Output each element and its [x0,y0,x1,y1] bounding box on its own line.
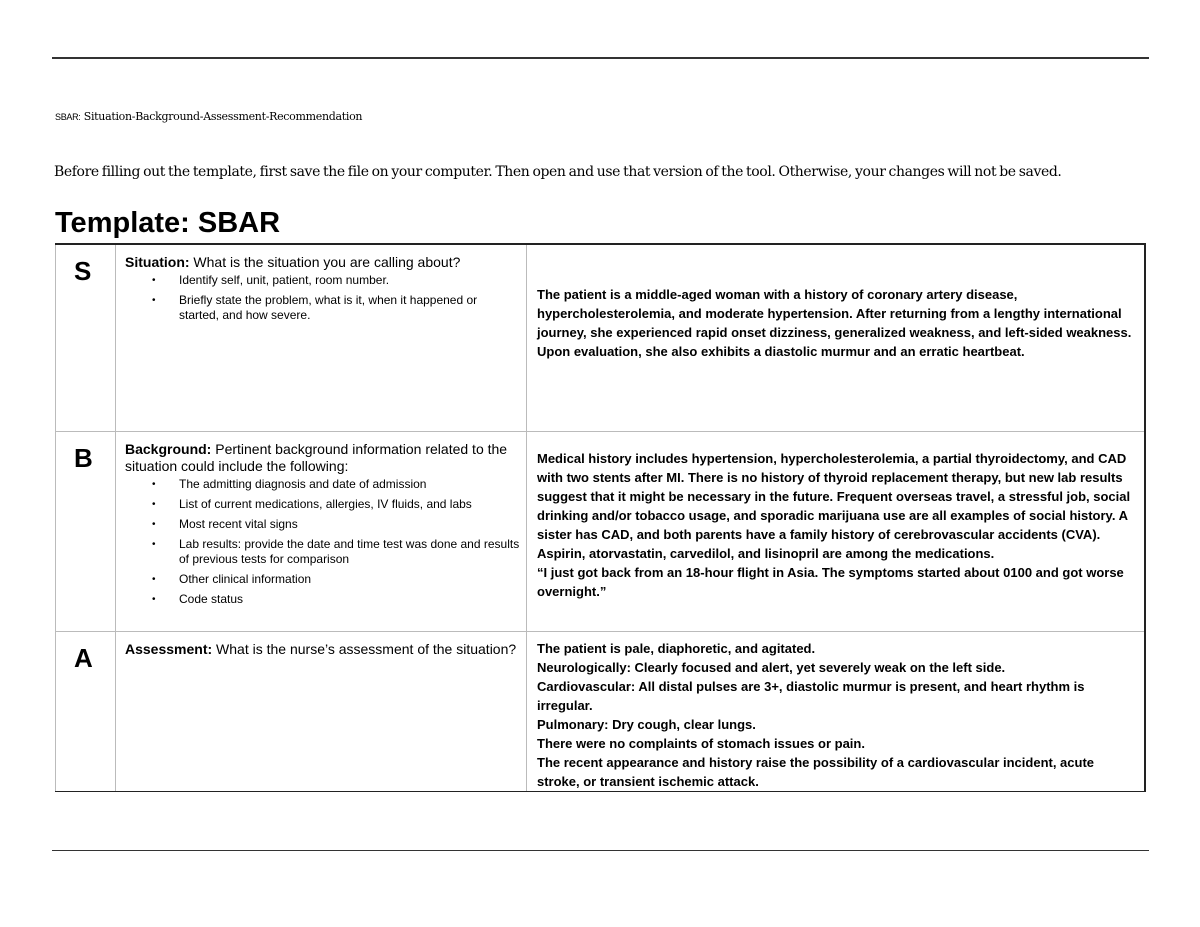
response-cell[interactable] [527,631,1146,791]
prompt [116,245,526,323]
prompt-label: Situation: [125,254,190,270]
response-paragraph: The patient is a middle-aged woman with a history of coronary artery disease, hypercholesterolemia, and moderate hypertension. After returning from a lengthy international journey, she experienced rapid onset dizziness, generalized weakness, and left-sided weakness. Upon evaluation, she also exhibits a diastolic murmur and an erratic heartbeat. [537,287,1132,359]
bottom-rule [52,850,1149,851]
response-paragraph: The recent appearance and history raise the possibility of a cardiovascular incident, acute stroke, or transient ischemic attack. [537,754,1095,789]
top-rule [52,57,1149,59]
prompt-bullet: • Most recent vital signs [179,517,520,532]
prompt [116,432,526,607]
sbar-letter: S [74,256,92,286]
response-cell[interactable] [527,244,1146,431]
prompt-bullet: • Code status [179,592,520,607]
prompt-bullets [125,273,520,323]
prompt-bullets [125,477,520,607]
response-paragraph: The patient is pale, diaphoretic, and agitated. [537,640,816,656]
prompt [116,632,526,658]
prompt-bullet: • Other clinical information [179,572,520,587]
response-text [527,245,1144,361]
sbar-row-situation [56,244,1146,431]
sbar-letter: B [74,442,93,473]
letter-cell [56,631,116,791]
response-paragraph: Neurologically: Clearly focused and alert, yet severely weak on the left side. [537,659,1006,675]
response-paragraph: Cardiovascular: All distal pulses are 3+, diastolic murmur is present, and heart rhythm is irregular. [537,678,1085,713]
response-text [527,632,1144,791]
response-paragraph: There were no complaints of stomach issues or pain. [537,735,865,751]
response-paragraph: “I just got back from an 18-hour flight in Asia. The symptoms started about 0100 and got worse overnight.” [537,564,1124,599]
instructions-text: Before filling out the template, first save the file on your computer. Then open and use that version of the tool. Otherwise, your changes will not be saved. [54,164,1062,180]
prompt-bullet: • Briefly state the problem, what is it, when it happened or started, and how severe. [179,293,520,323]
sbar-letter: A [74,642,93,673]
prompt-bullet: • List of current medications, allergies, IV fluids, and labs [179,497,520,512]
letter-cell [56,244,116,431]
prompt-bullet: • Identify self, unit, patient, room number. [179,273,520,288]
template-title: Template: SBAR [55,207,281,239]
subtitle-prefix: SBAR: [55,112,81,122]
prompt-cell [116,244,527,431]
prompt-bullet: • The admitting diagnosis and date of admission [179,477,520,492]
response-paragraph: Pulmonary: Dry cough, clear lungs. [537,716,756,732]
response-cell[interactable] [527,431,1146,631]
prompt-cell [116,431,527,631]
prompt-cell [116,631,527,791]
sbar-row-assessment [56,631,1146,791]
prompt-label: Background: [125,440,212,457]
sbar-row-background [56,431,1146,631]
prompt-question: What is the situation you are calling about? [189,254,461,270]
subtitle-text: Situation-Background-Assessment-Recommendation [83,110,363,123]
letter-cell [56,431,116,631]
prompt-label: Assessment: [125,640,213,657]
prompt-question: Pertinent background information related to the situation could include the following: [125,440,508,474]
response-paragraph: Aspirin, atorvastatin, carvedilol, and lisinopril are among the medications. [537,545,995,561]
document-subtitle [55,110,362,123]
prompt-question: What is the nurse’s assessment of the situation? [212,640,517,657]
prompt-bullet: • Lab results: provide the date and time test was done and results of previous tests for comparison [179,537,520,567]
response-paragraph: Medical history includes hypertension, hypercholesterolemia, a partial thyroidectomy, and CAD with two stents after MI. There is no history of thyroid replacement therapy, but new lab results suggest that it might be necessary in the future. Frequent overseas travel, a stressful job, social drinking and/or tobacco usage, and sporadic marijuana use are all examples of social history. A sister has CAD, and both parents have a family history of cerebrovascular accidents (CVA). [537,450,1131,542]
response-text [527,432,1144,601]
sbar-table [55,243,1146,792]
